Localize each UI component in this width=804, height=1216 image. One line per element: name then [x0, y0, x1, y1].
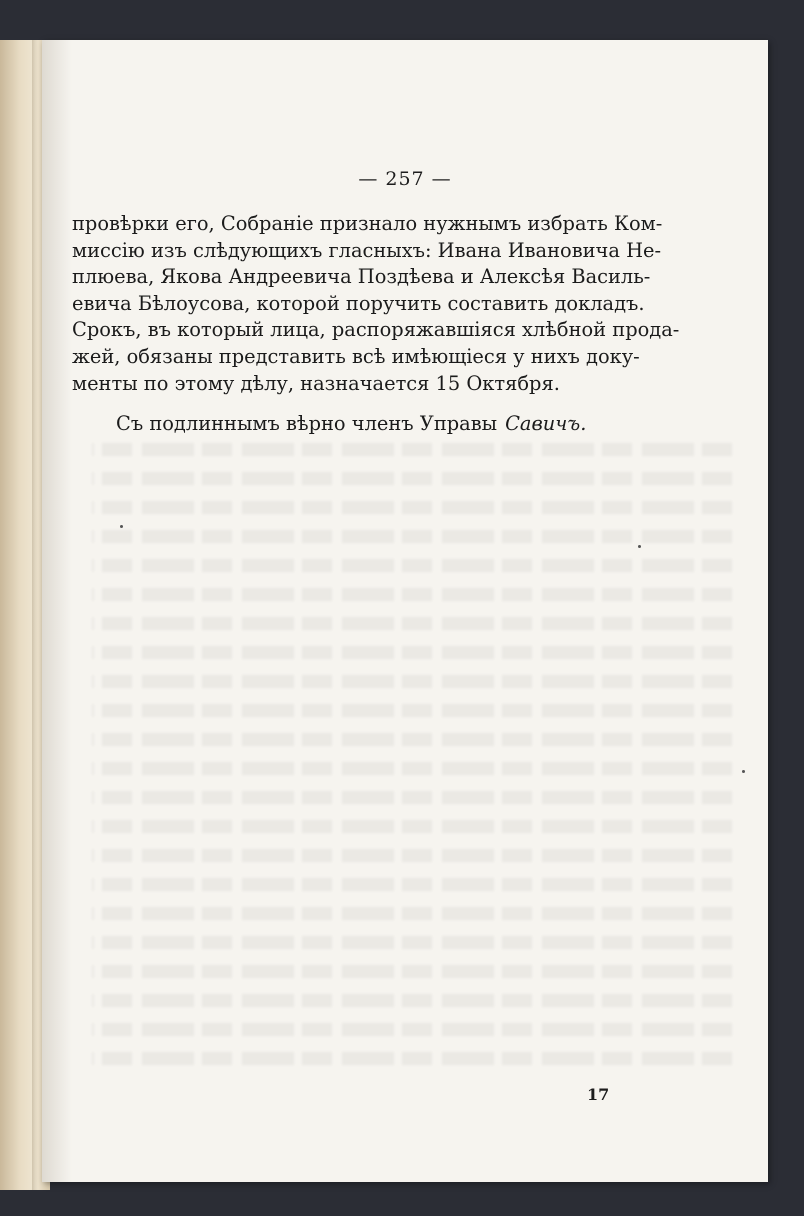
- signatory-name: Савичъ.: [505, 412, 587, 435]
- certification-text: Съ подлиннымъ вѣрно членъ Управы: [116, 412, 498, 435]
- book-gutter-shadow: [32, 40, 38, 1190]
- text-line: миссію изъ слѣдующихъ гласныхъ: Ивана Ивановича Не-: [72, 238, 662, 262]
- paper-speck: [120, 525, 123, 528]
- paper-speck: [742, 770, 745, 773]
- certification-line: [116, 412, 586, 435]
- text-line: менты по этому дѣлу, назначается 15 Октября.: [72, 371, 560, 395]
- paper-speck: [638, 545, 641, 548]
- text-line: евича Бѣлоусова, которой поручить составить докладъ.: [72, 291, 645, 315]
- page-number: — 257 —: [358, 168, 452, 190]
- printer-signature-mark: 17: [587, 1085, 610, 1104]
- document-page: [42, 40, 768, 1182]
- bleed-through-text: [92, 435, 732, 1115]
- text-line: провѣрки его, Собраніе признало нужнымъ избрать Ком-: [72, 212, 663, 235]
- text-line: жей, обязаны представить всѣ имѣющіеся у нихъ доку-: [72, 344, 640, 368]
- body-paragraph: [72, 211, 680, 397]
- text-line: Срокъ, въ который лица, распоряжавшіяся хлѣбной прода-: [72, 318, 680, 342]
- text-line: плюева, Якова Андреевича Поздѣева и Алексѣя Василь-: [72, 265, 651, 289]
- page-gutter-shade: [42, 40, 72, 1182]
